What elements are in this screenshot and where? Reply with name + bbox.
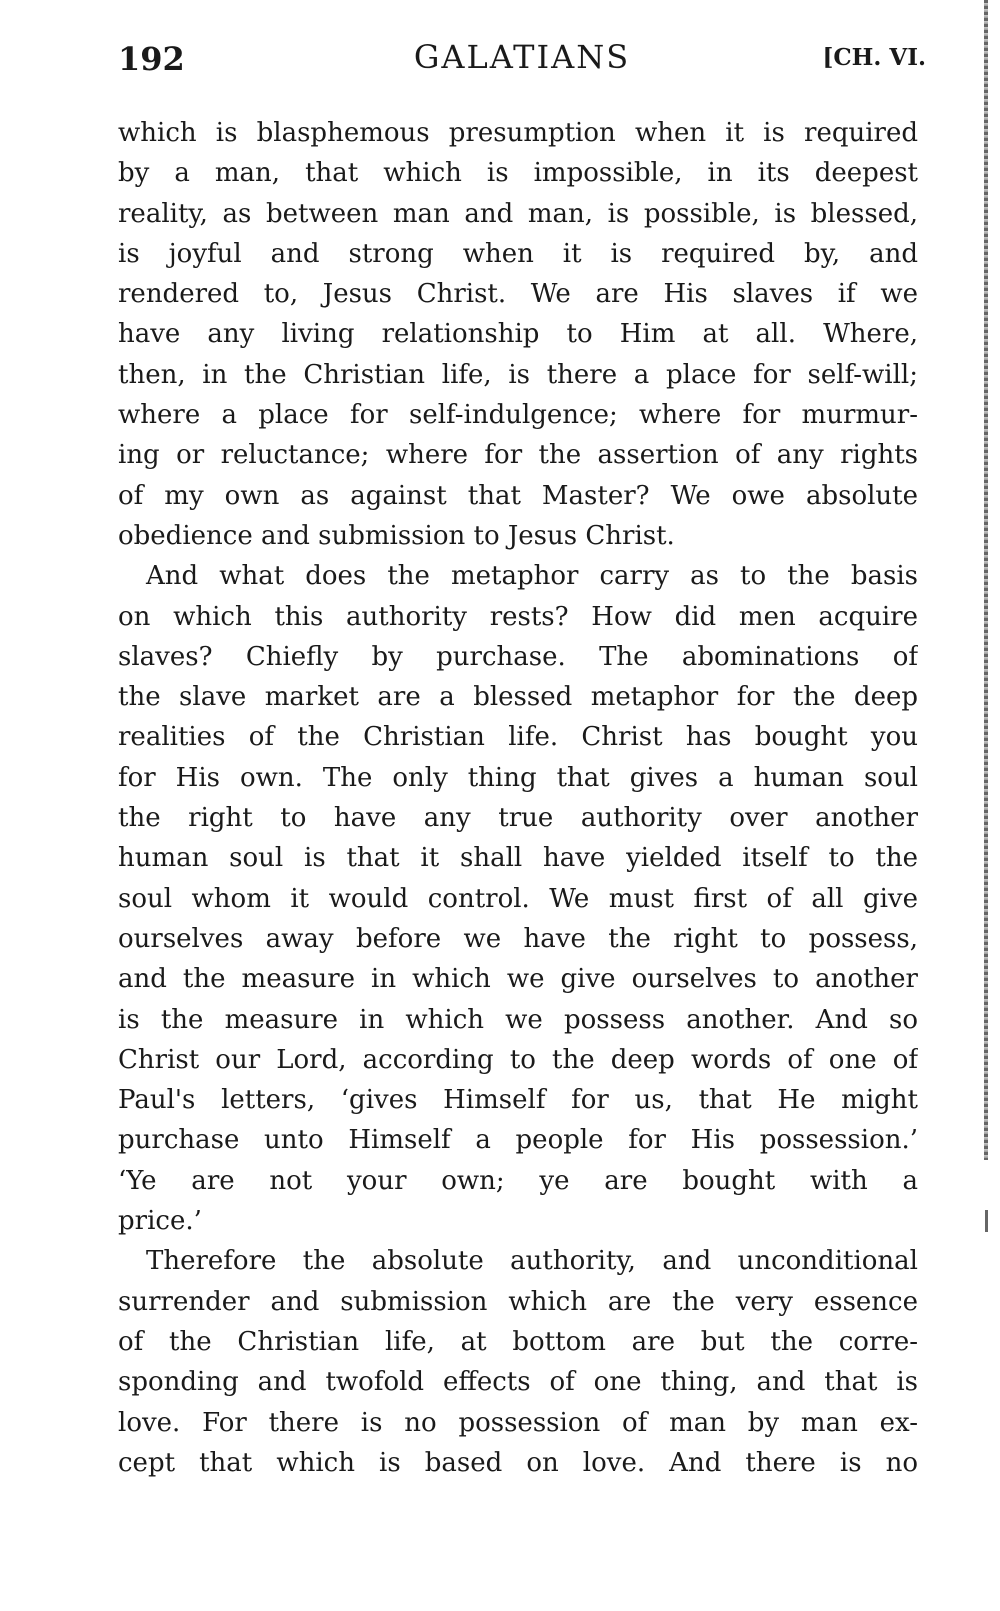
text-line: is the measure in which we possess another. And so xyxy=(118,1004,918,1035)
text-line: the slave market are a blessed metaphor for the deep xyxy=(118,682,918,713)
text-line: then, in the Christian life, is there a place for self-will; xyxy=(118,359,918,390)
text-line: human soul is that it shall have yielded itself to the xyxy=(118,843,918,874)
text-line: on which this authority rests? How did men acquire xyxy=(118,601,918,632)
text-line: love. For there is no possession of man by man ex- xyxy=(118,1407,918,1438)
text-line: slaves? Chiefly by purchase. The abominations of xyxy=(118,641,918,672)
text-line: price.’ xyxy=(118,1206,202,1237)
text-line: Christ our Lord, according to the deep words of one of xyxy=(118,1044,918,1075)
page-header xyxy=(118,36,926,86)
page-number: 192 xyxy=(118,40,185,78)
text-line: by a man, that which is impossible, in its deepest xyxy=(118,158,918,189)
text-line: rendered to, Jesus Christ. We are His slaves if we xyxy=(118,279,918,310)
body-text xyxy=(118,113,918,1483)
text-line: which is blasphemous presumption when it is required xyxy=(118,118,918,148)
text-line: Paul's letters, ‘gives Himself for us, that He might xyxy=(118,1085,918,1116)
text-line: obedience and submission to Jesus Christ. xyxy=(118,520,675,551)
text-line: soul whom it would control. We must first of all give xyxy=(118,883,918,914)
text-line: where a place for self-indulgence; where for murmur- xyxy=(118,400,918,431)
text-line: is joyful and strong when it is required by, and xyxy=(118,238,918,269)
text-line: cept that which is based on love. And there is no xyxy=(118,1447,918,1478)
text-line: the right to have any true authority over another xyxy=(118,803,918,834)
text-line: sponding and twofold effects of one thing, and that is xyxy=(118,1367,918,1398)
text-line: realities of the Christian life. Christ has bought you xyxy=(118,722,918,753)
text-line: ‘Ye are not your own; ye are bought with a xyxy=(118,1165,918,1196)
running-title: GALATIANS xyxy=(413,38,631,76)
text-line: for His own. The only thing that gives a human soul xyxy=(118,762,918,793)
text-line: ing or reluctance; where for the assertion of any rights xyxy=(118,440,918,471)
text-line: reality, as between man and man, is possible, is blessed, xyxy=(118,198,918,229)
text-line: of the Christian life, at bottom are but the corre- xyxy=(118,1326,918,1357)
text-line: have any living relationship to Him at all. Where, xyxy=(118,319,918,350)
page-binding-edge xyxy=(984,0,988,1160)
paragraph-start-line: Therefore the absolute authority, and unconditional xyxy=(146,1246,918,1277)
chapter-reference: [CH. VI. xyxy=(822,44,926,71)
text-line: and the measure in which we give ourselves to another xyxy=(118,964,918,995)
text-line: of my own as against that Master? We owe absolute xyxy=(118,480,918,511)
text-line: surrender and submission which are the very essence xyxy=(118,1286,918,1317)
text-line: purchase unto Himself a people for His possession.’ xyxy=(118,1125,918,1156)
page-edge-mark xyxy=(985,1210,988,1232)
text-line: ourselves away before we have the right to possess, xyxy=(118,923,918,954)
paragraph-start-line: And what does the metaphor carry as to the basis xyxy=(146,561,918,592)
